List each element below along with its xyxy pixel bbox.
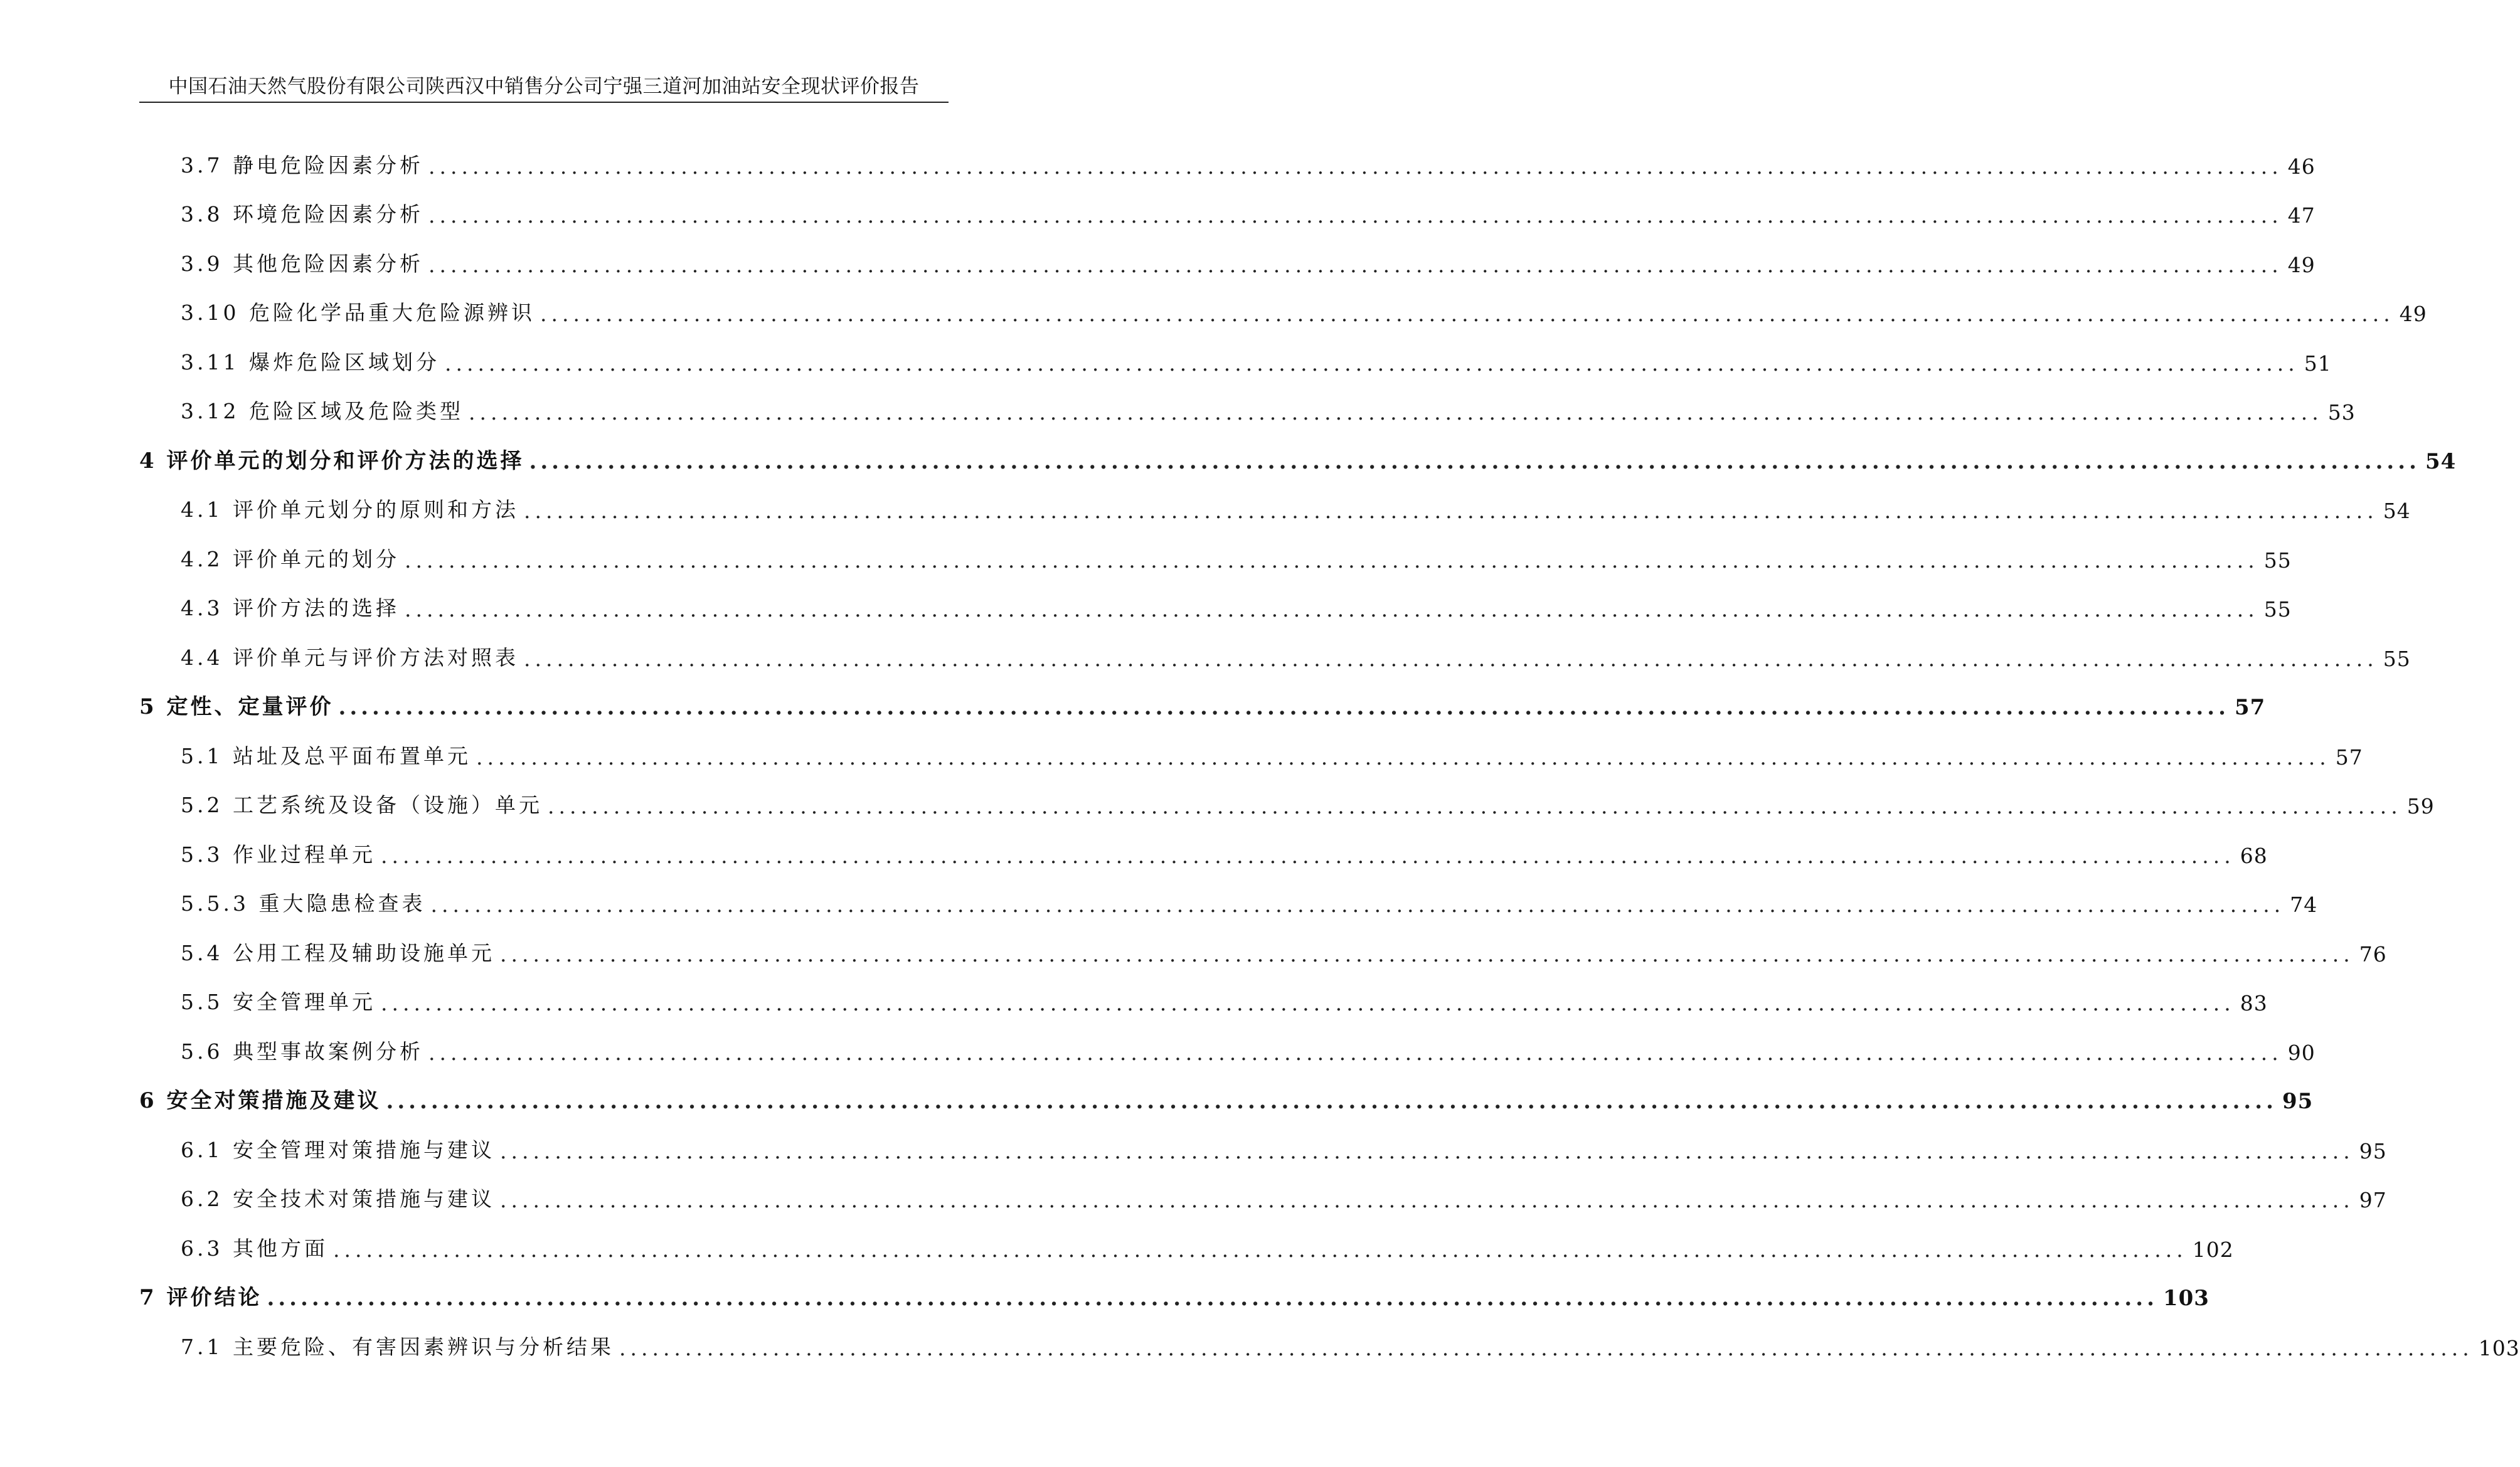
toc-entry-page: 55 xyxy=(2383,646,2411,671)
toc-entry-title: 5.1 站址及总平面布置单元 xyxy=(181,743,471,768)
toc-dot-leader: ......................................................................................................................................................................... xyxy=(386,1089,2277,1114)
toc-entry-title: 5.6 典型事故案例分析 xyxy=(181,1039,423,1064)
toc-entry-page: 57 xyxy=(2335,744,2363,770)
toc-entry-title: 3.11 爆炸危险区域划分 xyxy=(181,349,440,374)
toc-entry-page: 95 xyxy=(2282,1089,2314,1114)
toc-dot-leader: ......................................................................................................................................................................... xyxy=(404,548,2259,573)
toc-entry-page: 95 xyxy=(2359,1138,2387,1163)
toc-entry-5-4[interactable] xyxy=(139,926,2387,975)
toc-entry-3-10[interactable] xyxy=(139,286,2427,336)
toc-entry-page: 49 xyxy=(2399,302,2427,326)
toc-dot-leader: ......................................................................................................................................................................... xyxy=(380,843,2235,868)
toc-entry-page: 54 xyxy=(2383,499,2411,523)
toc-entry-page: 59 xyxy=(2406,794,2435,818)
toc-dot-leader: ......................................................................................................................................................................... xyxy=(523,499,2378,523)
toc-entry-page: 49 xyxy=(2287,252,2315,277)
toc-dot-leader: ......................................................................................................................................................................... xyxy=(540,302,2395,326)
toc-entry-3-7[interactable] xyxy=(139,138,2315,188)
toc-entry-6-2[interactable] xyxy=(139,1172,2387,1222)
toc-entry-page: 47 xyxy=(2287,203,2315,228)
toc-entry-page: 68 xyxy=(2240,843,2268,868)
toc-entry-4-1[interactable] xyxy=(139,483,2411,532)
toc-dot-leader: ......................................................................................................................................................................... xyxy=(428,154,2283,179)
toc-entry-title: 7.1 主要危险、有害因素辨识与分析结果 xyxy=(181,1334,614,1359)
toc-dot-leader: ......................................................................................................................................................................... xyxy=(428,1040,2283,1065)
toc-entry-page: 57 xyxy=(2234,695,2266,720)
toc-entry-title: 4.4 评价单元与评价方法对照表 xyxy=(181,645,519,670)
toc-entry-title: 4.1 评价单元划分的原则和方法 xyxy=(181,497,519,522)
toc-dot-leader: ......................................................................................................................................................................... xyxy=(404,597,2259,622)
toc-dot-leader: ......................................................................................................................................................................... xyxy=(468,400,2323,425)
toc-entry-5-6[interactable] xyxy=(139,1024,2315,1074)
header-rule xyxy=(139,102,949,103)
toc-entry-title: 4.3 评价方法的选择 xyxy=(181,596,400,620)
toc-entry-title: 4.2 评价单元的划分 xyxy=(181,546,400,571)
toc-entry-title: 3.12 危险区域及危险类型 xyxy=(181,399,464,423)
toc-entry-title: 5.2 工艺系统及设备（设施）单元 xyxy=(181,793,543,817)
toc-entry-page: 55 xyxy=(2263,548,2292,573)
toc-entry-title: 6 安全对策措施及建议 xyxy=(139,1088,381,1113)
toc-entry-4-4[interactable] xyxy=(139,630,2411,680)
toc-entry-6-3[interactable] xyxy=(139,1221,2234,1271)
toc-dot-leader: ......................................................................................................................................................................... xyxy=(428,252,2283,277)
toc-entry-3-11[interactable] xyxy=(139,335,2332,384)
toc-entry-page: 54 xyxy=(2425,448,2457,474)
toc-entry-page: 55 xyxy=(2263,597,2292,622)
toc-entry-5-1[interactable] xyxy=(139,729,2363,778)
toc-dot-leader: ......................................................................................................................................................................... xyxy=(430,892,2285,917)
toc-entry-title: 3.9 其他危险因素分析 xyxy=(181,251,423,276)
toc-entry-page: 103 xyxy=(2478,1335,2520,1360)
toc-entry-title: 6.2 安全技术对策措施与建议 xyxy=(181,1187,495,1211)
toc-entry-page: 46 xyxy=(2287,154,2315,179)
toc-chapter-7[interactable] xyxy=(139,1271,2209,1320)
toc-entry-5-2[interactable] xyxy=(139,778,2435,828)
toc-entry-3-8[interactable] xyxy=(139,188,2315,237)
toc-entry-5-3[interactable] xyxy=(139,827,2268,877)
toc-dot-leader: ......................................................................................................................................................................... xyxy=(380,991,2235,1015)
toc-entry-title: 5.5 安全管理单元 xyxy=(181,990,376,1014)
toc-entry-3-9[interactable] xyxy=(139,236,2315,286)
toc-entry-page: 76 xyxy=(2359,941,2387,967)
toc-entry-5-5-3[interactable] xyxy=(139,877,2318,926)
toc-entry-title: 4 评价单元的划分和评价方法的选择 xyxy=(139,448,524,474)
toc-entry-7-1[interactable] xyxy=(139,1320,2520,1369)
toc-entry-title: 6.1 安全管理对策措施与建议 xyxy=(181,1137,495,1162)
toc-entry-page: 51 xyxy=(2304,351,2332,376)
toc-dot-leader: ......................................................................................................................................................................... xyxy=(332,1237,2188,1262)
toc-entry-3-12[interactable] xyxy=(139,384,2356,434)
toc-entry-4-3[interactable] xyxy=(139,581,2292,631)
toc-entry-page: 83 xyxy=(2240,991,2268,1015)
toc-entry-5-5[interactable] xyxy=(139,975,2268,1025)
toc-entry-4-2[interactable] xyxy=(139,532,2292,581)
toc-dot-leader: ......................................................................................................................................................................... xyxy=(529,448,2420,474)
toc-dot-leader: ......................................................................................................................................................................... xyxy=(338,695,2230,720)
toc-entry-page: 102 xyxy=(2192,1237,2234,1262)
toc-dot-leader: ......................................................................................................................................................................... xyxy=(499,1138,2354,1163)
toc-entry-6-1[interactable] xyxy=(139,1123,2387,1172)
toc-entry-title: 3.10 危险化学品重大危险源辨识 xyxy=(181,300,535,325)
toc-chapter-5[interactable] xyxy=(139,680,2266,729)
toc-dot-leader: ......................................................................................................................................................................... xyxy=(267,1286,2158,1311)
toc-entry-title: 5.4 公用工程及辅助设施单元 xyxy=(181,940,495,965)
toc-entry-page: 74 xyxy=(2290,892,2318,917)
toc-entry-page: 90 xyxy=(2287,1040,2315,1065)
toc-entry-title: 3.7 静电危险因素分析 xyxy=(181,152,423,177)
table-of-contents xyxy=(139,138,2520,1369)
toc-chapter-4[interactable] xyxy=(139,433,2457,483)
toc-dot-leader: ......................................................................................................................................................................... xyxy=(499,1188,2354,1212)
toc-entry-page: 53 xyxy=(2327,400,2356,425)
toc-chapter-6[interactable] xyxy=(139,1074,2314,1123)
toc-entry-page: 97 xyxy=(2359,1188,2387,1212)
toc-entry-title: 3.8 环境危险因素分析 xyxy=(181,202,423,226)
toc-entry-page: 103 xyxy=(2162,1286,2209,1311)
toc-dot-leader: ......................................................................................................................................................................... xyxy=(523,646,2378,671)
toc-dot-leader: ......................................................................................................................................................................... xyxy=(444,351,2299,376)
page-header: 中国石油天然气股份有限公司陕西汉中销售分公司宁强三道河加油站安全现状评价报告 xyxy=(168,75,920,98)
toc-entry-title: 5.3 作业过程单元 xyxy=(181,842,376,867)
toc-entry-title: 7 评价结论 xyxy=(139,1285,262,1310)
toc-dot-leader: ......................................................................................................................................................................... xyxy=(547,794,2402,818)
toc-dot-leader: ......................................................................................................................................................................... xyxy=(499,941,2354,967)
toc-dot-leader: ......................................................................................................................................................................... xyxy=(619,1335,2474,1360)
toc-dot-leader: ......................................................................................................................................................................... xyxy=(476,744,2331,770)
toc-entry-title: 6.3 其他方面 xyxy=(181,1236,328,1261)
toc-dot-leader: ......................................................................................................................................................................... xyxy=(428,203,2283,228)
toc-entry-title: 5 定性、定量评价 xyxy=(139,694,334,719)
toc-entry-title: 5.5.3 重大隐患检查表 xyxy=(181,891,426,916)
